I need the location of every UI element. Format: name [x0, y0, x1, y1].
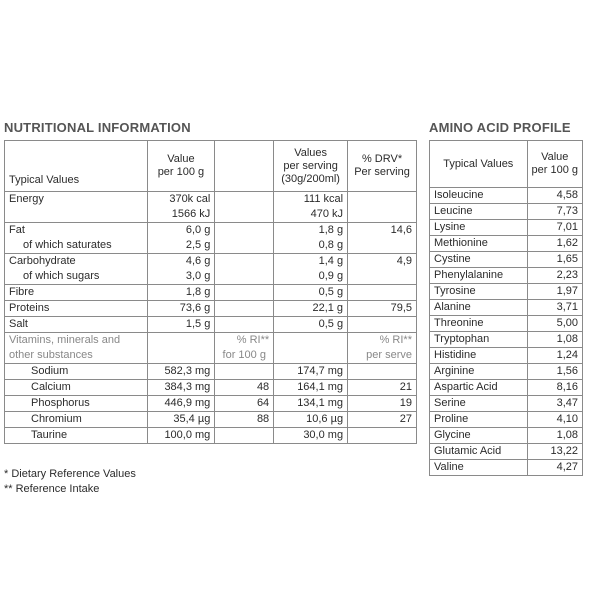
ri-serve-header: % RI** — [348, 333, 417, 349]
amino-name: Arginine — [430, 364, 528, 380]
serv-blank — [274, 333, 348, 349]
header-ri-blank — [215, 141, 274, 192]
nutrition-row — [5, 254, 417, 270]
amino-name: Histidine — [430, 348, 528, 364]
ri-100-header: for 100 g — [215, 348, 274, 364]
mineral-ri-100g — [215, 428, 274, 444]
header-typical-values: Typical Values — [5, 141, 148, 192]
mineral-ri-serving — [348, 364, 417, 380]
ri-per-100g — [215, 317, 274, 333]
amino-header-typical: Typical Values — [430, 141, 528, 188]
amino-row — [430, 220, 583, 236]
mineral-label: Taurine — [5, 428, 148, 444]
mineral-ri-100g: 64 — [215, 396, 274, 412]
mineral-ri-serving: 27 — [348, 412, 417, 428]
mineral-value-100g: 582,3 mg — [147, 364, 215, 380]
amino-name: Threonine — [430, 316, 528, 332]
amino-value: 1,56 — [527, 364, 582, 380]
vitamins-label: other substances — [5, 348, 148, 364]
amino-name: Methionine — [430, 236, 528, 252]
ri-per-100g — [215, 223, 274, 239]
nutrient-label: Proteins — [5, 301, 148, 317]
amino-row — [430, 316, 583, 332]
mineral-value-100g: 446,9 mg — [147, 396, 215, 412]
nutrient-label: Fibre — [5, 285, 148, 301]
amino-value: 1,97 — [527, 284, 582, 300]
drv-per-serving: 79,5 — [348, 301, 417, 317]
value-per-100g: 2,5 g — [147, 238, 215, 254]
mineral-value-serving: 174,7 mg — [274, 364, 348, 380]
amino-value: 3,47 — [527, 396, 582, 412]
amino-name: Proline — [430, 412, 528, 428]
amino-row — [430, 300, 583, 316]
amino-name: Cystine — [430, 252, 528, 268]
nutrient-label: Carbohydrate — [5, 254, 148, 270]
header-values-per-serving: Values per serving (30g/200ml) — [274, 141, 348, 192]
amino-name: Tryptophan — [430, 332, 528, 348]
value-per-serving: 1,8 g — [274, 223, 348, 239]
amino-row — [430, 460, 583, 476]
mineral-ri-100g — [215, 364, 274, 380]
mineral-value-serving: 134,1 mg — [274, 396, 348, 412]
header-value-per-100g: Value per 100 g — [147, 141, 215, 192]
amino-name: Phenylalanine — [430, 268, 528, 284]
value-per-serving: 0,9 g — [274, 269, 348, 285]
amino-value: 4,58 — [527, 188, 582, 204]
amino-row — [430, 348, 583, 364]
amino-name: Serine — [430, 396, 528, 412]
amino-value: 1,65 — [527, 252, 582, 268]
amino-value: 7,01 — [527, 220, 582, 236]
amino-row — [430, 396, 583, 412]
vitamins-header-row — [5, 333, 417, 349]
amino-row — [430, 412, 583, 428]
amino-header-row — [430, 141, 583, 188]
nutrition-title: NUTRITIONAL INFORMATION — [4, 120, 191, 135]
value-per-100g: 1,5 g — [147, 317, 215, 333]
value-per-100g: 370k cal — [147, 192, 215, 208]
amino-name: Isoleucine — [430, 188, 528, 204]
nutrient-label: of which sugars — [5, 269, 148, 285]
value-per-serving: 0,5 g — [274, 317, 348, 333]
mineral-label: Calcium — [5, 380, 148, 396]
amino-row — [430, 428, 583, 444]
amino-name: Glycine — [430, 428, 528, 444]
value-per-serving: 22,1 g — [274, 301, 348, 317]
mineral-ri-100g: 48 — [215, 380, 274, 396]
value-per-serving: 1,4 g — [274, 254, 348, 270]
mineral-value-serving: 30,0 mg — [274, 428, 348, 444]
amino-value: 4,27 — [527, 460, 582, 476]
amino-row — [430, 188, 583, 204]
amino-title: AMINO ACID PROFILE — [429, 120, 571, 135]
value-per-serving: 111 kcal — [274, 192, 348, 208]
vitamins-header-row — [5, 348, 417, 364]
ri-per-100g — [215, 301, 274, 317]
nutrition-row — [5, 285, 417, 301]
drv-per-serving — [348, 285, 417, 301]
mineral-value-100g: 384,3 mg — [147, 380, 215, 396]
mineral-value-serving: 164,1 mg — [274, 380, 348, 396]
nutrition-row — [5, 317, 417, 333]
amino-table — [429, 140, 583, 476]
amino-name: Leucine — [430, 204, 528, 220]
amino-value: 1,24 — [527, 348, 582, 364]
amino-value: 1,08 — [527, 428, 582, 444]
mineral-label: Phosphorus — [5, 396, 148, 412]
amino-value: 4,10 — [527, 412, 582, 428]
drv-per-serving — [348, 317, 417, 333]
mineral-row — [5, 396, 417, 412]
nutrition-row — [5, 238, 417, 254]
nutrient-label: of which saturates — [5, 238, 148, 254]
nutrient-label: Fat — [5, 223, 148, 239]
mineral-ri-serving: 21 — [348, 380, 417, 396]
amino-row — [430, 268, 583, 284]
ri-serve-header: per serve — [348, 348, 417, 364]
mineral-value-100g: 100,0 mg — [147, 428, 215, 444]
mineral-ri-serving — [348, 428, 417, 444]
footnote-drv: * Dietary Reference Values — [4, 468, 136, 480]
mineral-row — [5, 380, 417, 396]
nutrition-header-row — [5, 141, 417, 192]
amino-value: 3,71 — [527, 300, 582, 316]
amino-row — [430, 444, 583, 460]
ri-per-100g — [215, 254, 274, 270]
mineral-label: Chromium — [5, 412, 148, 428]
value-per-100g: 1,8 g — [147, 285, 215, 301]
drv-per-serving: 4,9 — [348, 254, 417, 270]
amino-row — [430, 252, 583, 268]
amino-value: 7,73 — [527, 204, 582, 220]
amino-row — [430, 204, 583, 220]
amino-name: Tyrosine — [430, 284, 528, 300]
nutrition-row — [5, 269, 417, 285]
mineral-ri-100g: 88 — [215, 412, 274, 428]
mineral-ri-serving: 19 — [348, 396, 417, 412]
value-per-serving: 0,8 g — [274, 238, 348, 254]
serv-blank — [274, 348, 348, 364]
v100-blank — [147, 348, 215, 364]
ri-per-100g — [215, 207, 274, 223]
nutrition-row — [5, 207, 417, 223]
mineral-row — [5, 412, 417, 428]
header-drv: % DRV* Per serving — [348, 141, 417, 192]
v100-blank — [147, 333, 215, 349]
mineral-value-serving: 10,6 µg — [274, 412, 348, 428]
ri-100-header: % RI** — [215, 333, 274, 349]
amino-row — [430, 380, 583, 396]
mineral-row — [5, 364, 417, 380]
ri-per-100g — [215, 285, 274, 301]
amino-value: 2,23 — [527, 268, 582, 284]
amino-row — [430, 284, 583, 300]
value-per-100g: 6,0 g — [147, 223, 215, 239]
amino-name: Lysine — [430, 220, 528, 236]
amino-row — [430, 332, 583, 348]
mineral-label: Sodium — [5, 364, 148, 380]
drv-per-serving — [348, 192, 417, 208]
value-per-100g: 1566 kJ — [147, 207, 215, 223]
ri-per-100g — [215, 269, 274, 285]
value-per-serving: 470 kJ — [274, 207, 348, 223]
ri-per-100g — [215, 192, 274, 208]
amino-row — [430, 236, 583, 252]
amino-name: Alanine — [430, 300, 528, 316]
nutrient-label: Energy — [5, 192, 148, 208]
amino-value: 1,62 — [527, 236, 582, 252]
amino-header-value: Value per 100 g — [527, 141, 582, 188]
amino-name: Aspartic Acid — [430, 380, 528, 396]
amino-row — [430, 364, 583, 380]
amino-value: 13,22 — [527, 444, 582, 460]
value-per-serving: 0,5 g — [274, 285, 348, 301]
amino-value: 5,00 — [527, 316, 582, 332]
mineral-value-100g: 35,4 µg — [147, 412, 215, 428]
amino-value: 8,16 — [527, 380, 582, 396]
drv-per-serving — [348, 269, 417, 285]
nutrition-row — [5, 192, 417, 208]
nutrition-row — [5, 223, 417, 239]
footnote-ri: ** Reference Intake — [4, 483, 100, 495]
ri-per-100g — [215, 238, 274, 254]
nutrition-table — [4, 140, 417, 444]
nutrient-label: Salt — [5, 317, 148, 333]
mineral-row — [5, 428, 417, 444]
drv-per-serving — [348, 207, 417, 223]
nutrition-row — [5, 301, 417, 317]
drv-per-serving: 14,6 — [348, 223, 417, 239]
value-per-100g: 3,0 g — [147, 269, 215, 285]
drv-per-serving — [348, 238, 417, 254]
amino-name: Glutamic Acid — [430, 444, 528, 460]
value-per-100g: 4,6 g — [147, 254, 215, 270]
nutrient-label — [5, 207, 148, 223]
amino-value: 1,08 — [527, 332, 582, 348]
vitamins-label: Vitamins, minerals and — [5, 333, 148, 349]
amino-name: Valine — [430, 460, 528, 476]
value-per-100g: 73,6 g — [147, 301, 215, 317]
